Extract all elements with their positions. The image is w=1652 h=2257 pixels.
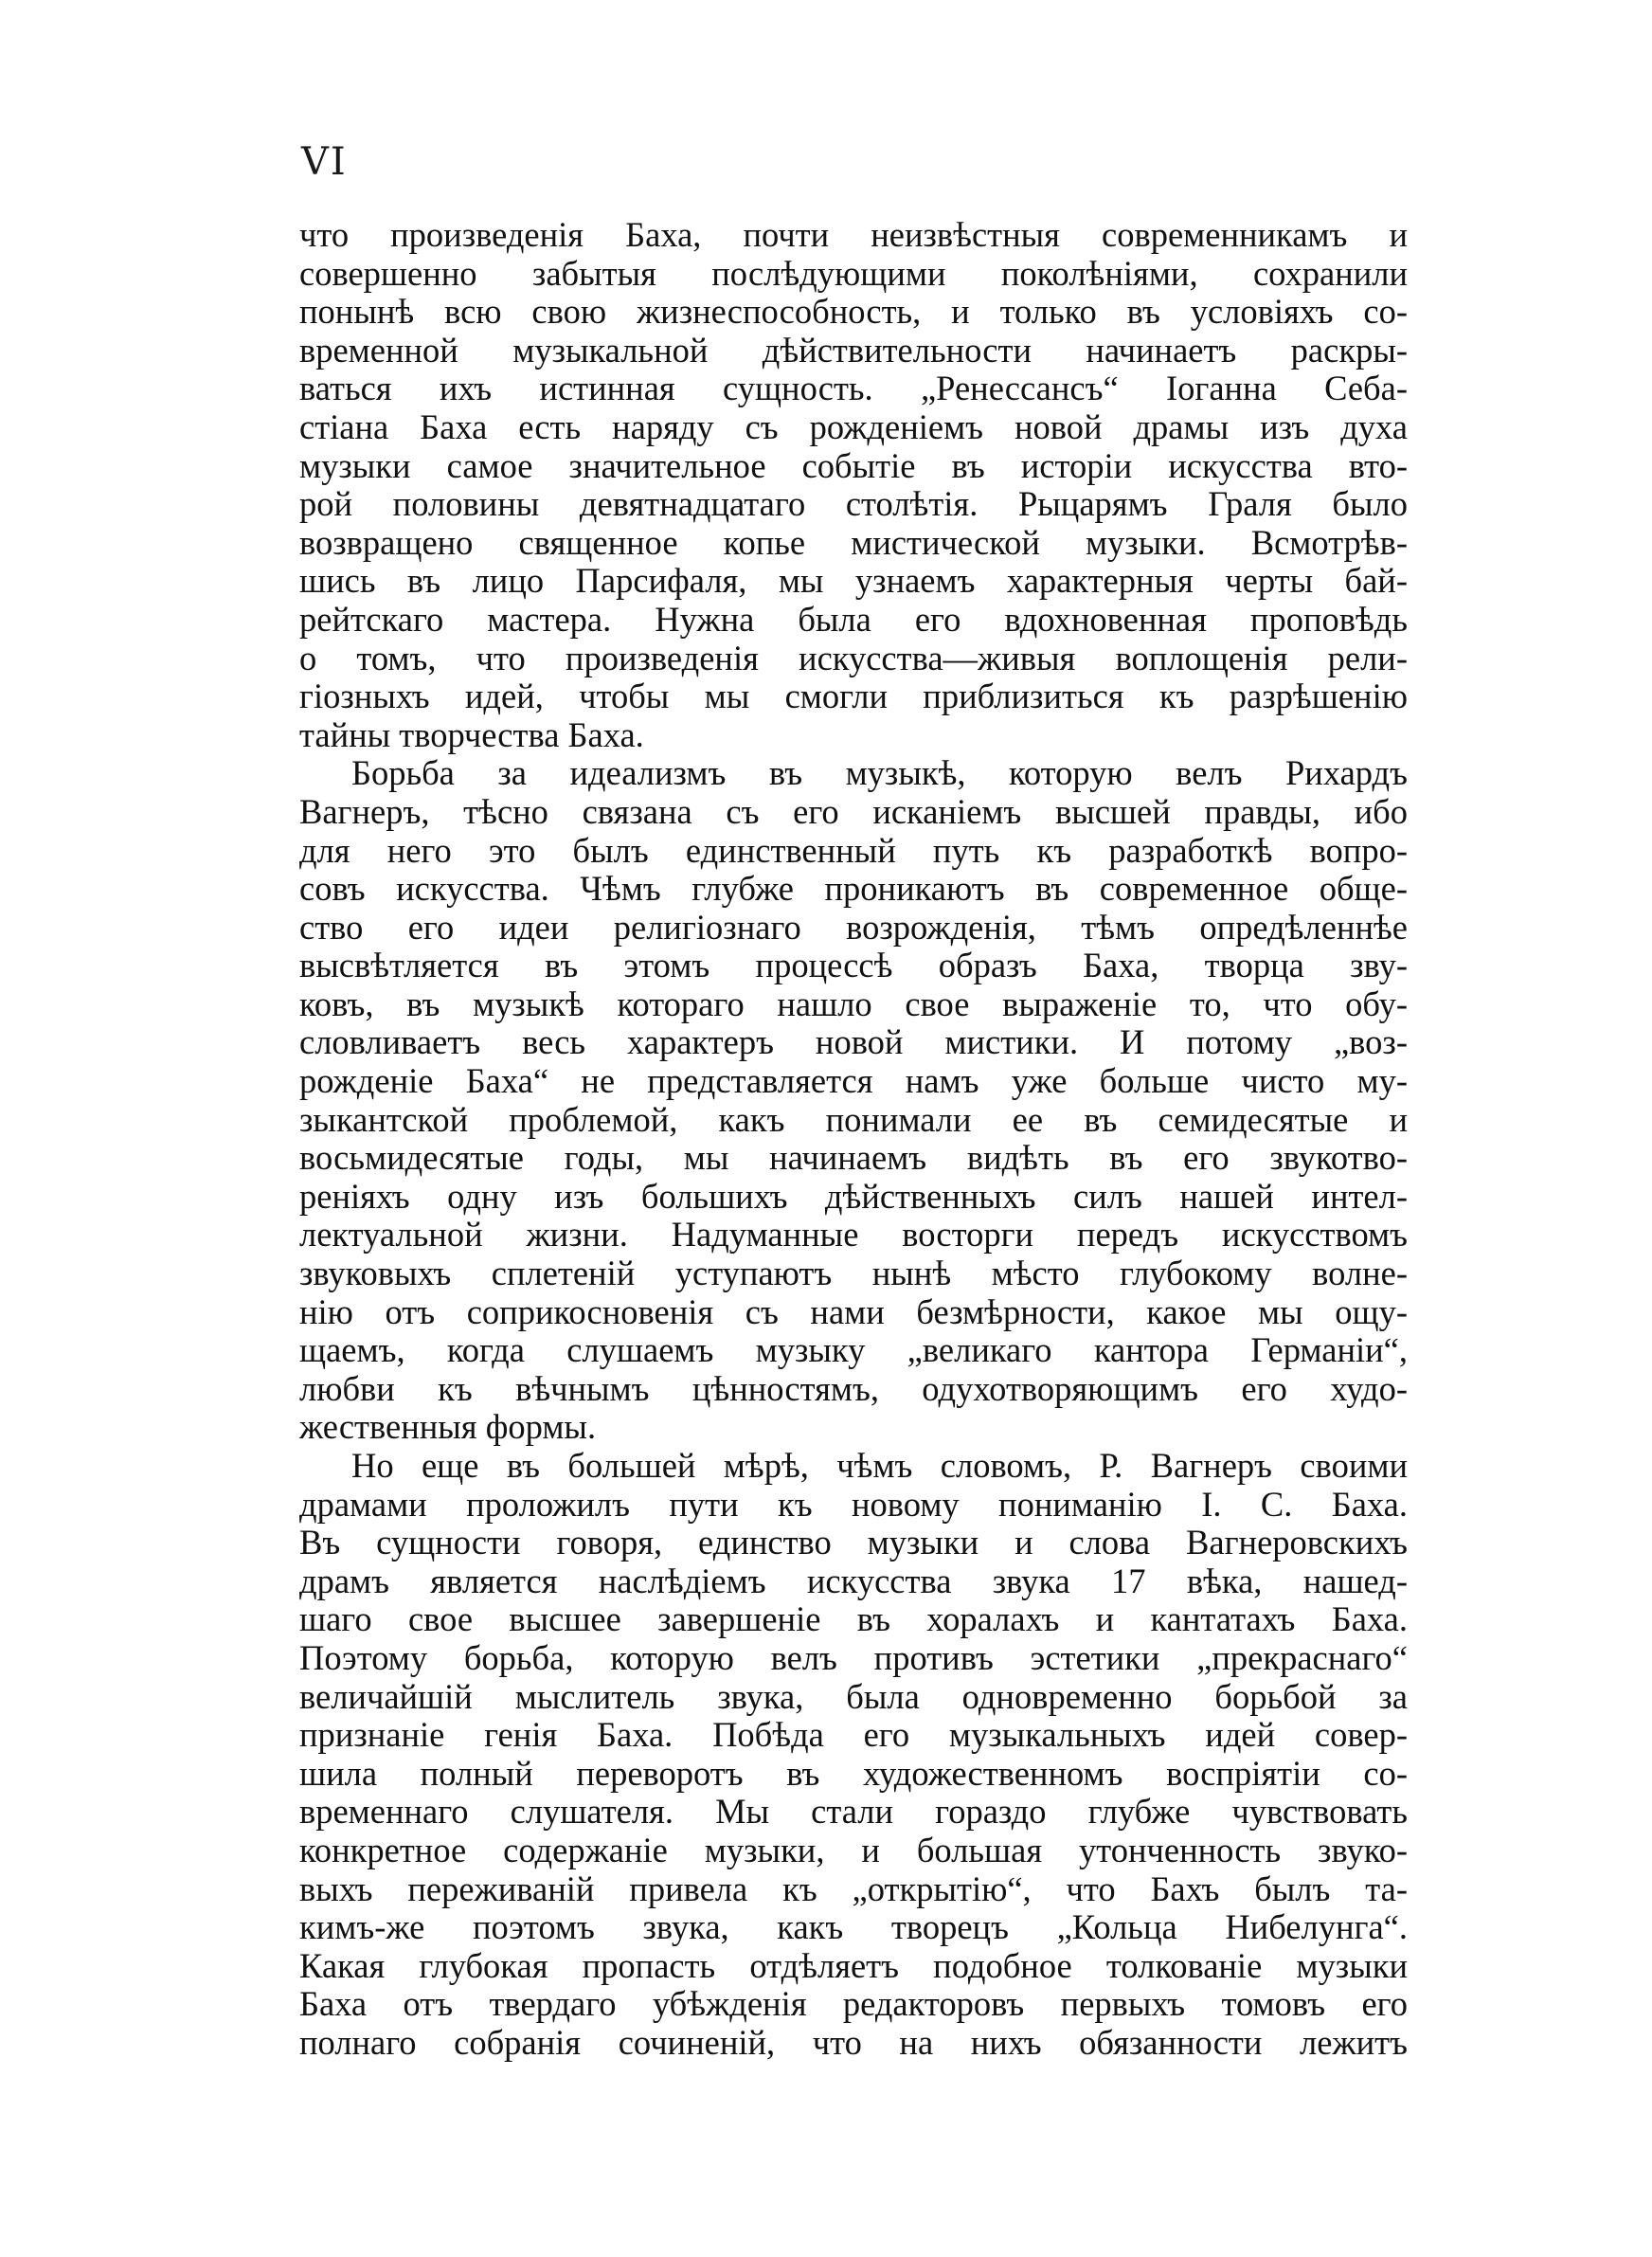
text-line: ковъ, въ музыкѣ котораго нашло свое выраженіе то, что обу- xyxy=(299,984,1408,1023)
text-line: высвѣтляется въ этомъ процессѣ образъ Баха, творца зву- xyxy=(299,946,1408,985)
text-line: Поэтому борьба, которую велъ противъ эстетики „прекраснаго“ xyxy=(299,1637,1408,1677)
text-line: рой половины девятнадцатаго столѣтія. Рыцарямъ Граля было xyxy=(299,484,1408,524)
text-line: любви къ вѣчнымъ цѣнностямъ, одухотворяющимъ его худо- xyxy=(299,1368,1408,1408)
paragraph xyxy=(299,216,1408,754)
text-line: совершенно забытыя послѣдующими поколѣніями, сохранили xyxy=(299,253,1408,293)
text-line: возвращено священное копье мистической музыки. Всмотрѣв- xyxy=(299,522,1408,562)
text-line: Въ сущности говоря, единство музыки и слова Вагнеровскихъ xyxy=(299,1523,1408,1562)
text-line: шаго свое высшее завершеніе въ хоралахъ и кантатахъ Баха. xyxy=(299,1599,1408,1639)
text-line: лектуальной жизни. Надуманные восторги передъ искусствомъ xyxy=(299,1215,1408,1255)
text-line: нію отъ соприкосновенія съ нами безмѣрности, какое мы ощу- xyxy=(299,1291,1408,1331)
text-line: реніяхъ одну изъ большихъ дѣйственныхъ силъ нашей интел- xyxy=(299,1176,1408,1216)
text-line: выхъ переживаній привела къ „открытію“, что Бахъ былъ та- xyxy=(299,1869,1408,1908)
text-line: кимъ-же поэтомъ звука, какъ творецъ „Кольца Нибелунга“. xyxy=(299,1907,1408,1947)
paragraph xyxy=(299,1447,1408,2063)
text-line: что произведенія Баха, почти неизвѣстныя современникамъ и xyxy=(299,215,1408,254)
text-line: шись въ лицо Парсифаля, мы узнаемъ характерныя черты бай- xyxy=(299,561,1408,601)
text-line: Но еще въ большей мѣрѣ, чѣмъ словомъ, Р. Вагнеръ своими xyxy=(351,1446,1408,1485)
text-line: драмъ является наслѣдіемъ искусства звука 17 вѣка, нашед- xyxy=(299,1561,1408,1600)
text-line: звуковыхъ сплетеній уступаютъ нынѣ мѣсто глубокому волне- xyxy=(299,1254,1408,1293)
text-line: о томъ, что произведенія искусства—живыя воплощенія рели- xyxy=(299,638,1408,677)
page-number: VI xyxy=(301,140,348,184)
text-line: гіозныхъ идей, чтобы мы смогли приблизиться къ разрѣшенію xyxy=(299,677,1408,716)
text-line: ство его идеи религіознаго возрожденія, тѣмъ опредѣленнѣе xyxy=(299,907,1408,947)
text-line: Баха отъ твердаго убѣжденія редакторовъ первыхъ томовъ его xyxy=(299,1984,1408,2024)
text-line: временной музыкальной дѣйствительности начинаетъ раскры- xyxy=(299,330,1408,370)
text-line: понынѣ всю свою жизнеспособность, и только въ условіяхъ со- xyxy=(299,292,1408,332)
text-line: тайны творчества Баха. xyxy=(299,714,644,754)
text-line: стіана Баха есть наряду съ рожденіемъ новой драмы изъ духа xyxy=(299,406,1408,446)
text-line: рожденіе Баха“ не представляется намъ уже больше чисто му- xyxy=(299,1061,1408,1101)
text-line: Вагнеръ, тѣсно связана съ его исканіемъ высшей правды, ибо xyxy=(299,791,1408,831)
text-line: для него это былъ единственный путь къ разработкѣ вопро- xyxy=(299,830,1408,870)
text-line: восьмидесятые годы, мы начинаемъ видѣть въ его звукотво- xyxy=(299,1138,1408,1178)
text-line: музыки самое значительное событіе въ исторіи искусства вто- xyxy=(299,445,1408,485)
text-line: жественныя формы. xyxy=(299,1407,597,1447)
text-line: щаемъ, когда слушаемъ музыку „великаго кантора Германіи“, xyxy=(299,1330,1408,1370)
text-line: конкретное содержаніе музыки, и большая утонченность звуко- xyxy=(299,1830,1408,1869)
text-line: рейтскаго мастера. Нужна была его вдохновенная проповѣдь xyxy=(299,599,1408,639)
text-line: Борьба за идеализмъ въ музыкѣ, которую велъ Рихардъ xyxy=(351,753,1408,793)
text-line: зыкантской проблемой, какъ понимали ее въ семидесятые и xyxy=(299,1099,1408,1139)
text-line: драмами проложилъ пути къ новому пониманію І. С. Баха. xyxy=(299,1484,1408,1524)
text-line: шила полный переворотъ въ художественномъ воспріятіи со- xyxy=(299,1753,1408,1793)
text-line: совъ искусства. Чѣмъ глубже проникаютъ въ современное обще- xyxy=(299,869,1408,909)
text-line: временнаго слушателя. Мы стали гораздо глубже чувствовать xyxy=(299,1792,1408,1832)
text-line: словливаетъ весь характеръ новой мистики. И потому „воз- xyxy=(299,1022,1408,1062)
paragraph xyxy=(299,754,1408,1447)
text-line: полнаго собранія сочиненій, что на нихъ обязанности лежитъ xyxy=(299,2022,1408,2062)
text-line: признаніе генія Баха. Побѣда его музыкальныхъ идей совер- xyxy=(299,1715,1408,1755)
text-line: величайшій мыслитель звука, была одновременно борьбой за xyxy=(299,1676,1408,1716)
text-line: Какая глубокая пропасть отдѣляетъ подобное толкованіе музыки xyxy=(299,1945,1408,1985)
text-line: ваться ихъ истинная сущность. „Ренессансъ“ Іоганна Себа- xyxy=(299,369,1408,408)
body-text xyxy=(299,216,1408,2063)
